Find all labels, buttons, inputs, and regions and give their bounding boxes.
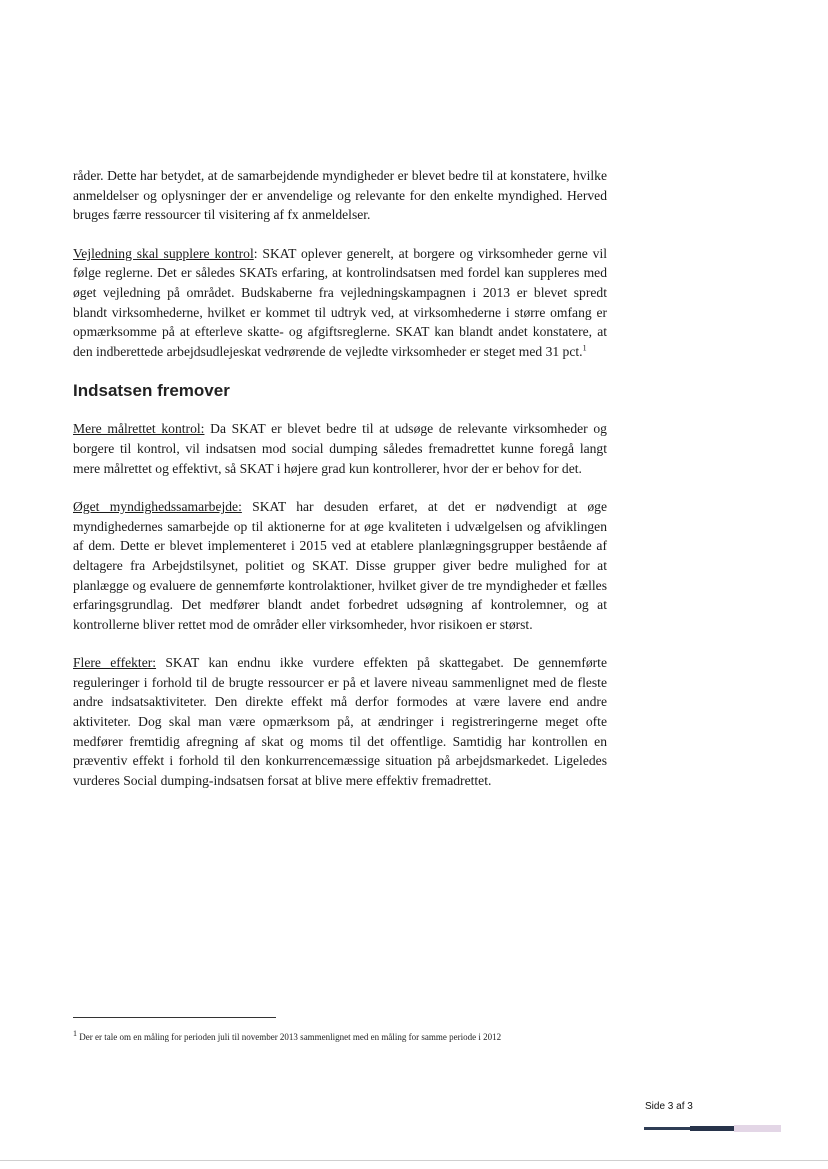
paragraph-lead: Vejledning skal supplere kontrol [73, 245, 254, 261]
paragraph-intro [73, 166, 607, 225]
footnote-mark: 1 [73, 1029, 77, 1038]
paragraph-lead: Mere målrettet kontrol: [73, 421, 205, 437]
footer-bar-light-segment [734, 1125, 781, 1132]
paragraph-body: SKAT kan endnu ikke vurdere effekten på skattegabet. De gennemførte reguleringer i forhold til de brugte ressourcer er på et lavere niveau sammenlignet med de fleste andre indsatsaktiviteter. Den direkte effekt må derfor formodes at være lavere end andre aktiviteter. Dog skal man være opmærksom på, at ændringer i registreringerne meget ofte medfører fremtidig afregning af skat og moms til det offentlige. Samtidig har kontrollen en præventiv effekt i forhold til den konkurrencemæssige situation på arbejdsmarkedet. Ligeledes vurderes Social dumping-indsatsen forsat at blive mere effektiv fremadrettet. [73, 655, 607, 788]
page-bottom-edge [0, 1160, 828, 1161]
footer-bar-dark-segment [690, 1126, 734, 1131]
paragraph-body: SKAT har desuden erfaret, at det er nødvendigt at øge myndighedernes samarbejde op til aktionerne for at øge kvaliteten i udvælgelsen og afviklingen af dem. Dette er blevet implementeret i 2015 ved at etablere planlægningsgrupper bestående af deltagere fra Arbejdstilsynet, politiet og SKAT. Disse grupper giver bedre mulighed for at planlægge og evaluere de gennemførte kontrolaktioner, hvilket giver de tre myndigheder et fælles erfaringsgrundlag. Det medfører blandt andet forbedret udsøgning af kontrolemner, og at kontrollerne bliver rettet mod de områder eller virksomheder, hvor risikoen er størst. [73, 499, 607, 632]
paragraph-lead: Øget myndighedssamarbejde: [73, 499, 242, 515]
paragraph-body: : SKAT oplever generelt, at borgere og virksomheder gerne vil følge reglerne. Det er således SKATs erfaring, at kontrolindsatsen med fordel kan suppleres med øget vejledning på området. Budskaberne fra vejledningskampagnen i 2013 er blevet spredt blandt virksomhederne, hvilket er kommet til udtryk ved, at virksomhederne i større omfang er opmærksomme på at efterleve skatte- og afgiftsreglerne. SKAT kan blandt andet konstatere, at den indberettede arbejdsudlejeskat vedrørende de vejledte virksomheder er steget med 31 pct. [73, 245, 607, 359]
paragraph-lead: Flere effekter: [73, 655, 157, 671]
footer-color-bar [644, 1125, 781, 1132]
paragraph-vejledning [73, 244, 607, 362]
footnote-text: Der er tale om en måling for perioden juli til november 2013 sammenlignet med en måling for samme periode i 2012 [79, 1032, 502, 1042]
paragraph-maalrettet [73, 419, 607, 478]
footnote [73, 1031, 607, 1043]
paragraph-effekter [73, 653, 607, 790]
paragraph-samarbejde [73, 497, 607, 634]
footnote-reference[interactable]: 1 [582, 343, 587, 353]
body-text [73, 166, 607, 809]
footnote-divider [73, 1017, 276, 1018]
paragraph-body: råder. Dette har betydet, at de samarbejdende myndigheder er blevet bedre til at konstatere, hvilke anmeldelser og oplysninger der er anvendelige og relevante for den enkelte myndighed. Herved bruges færre ressourcer til visitering af fx anmeldelser. [73, 168, 607, 223]
paragraph-body: Da SKAT er blevet bedre til at udsøge de relevante virksomheder og borgere til kontrol, vil indsatsen mod social dumping således fremadrettet kunne foregå langt mere målrettet og effektivt, så SKAT i højere grad kun kontrollerer, hvor der er behov for det. [73, 421, 607, 476]
page-number: Side 3 af 3 [645, 1101, 693, 1112]
footer-bar-dark-segment [644, 1127, 690, 1130]
section-heading: Indsatsen fremover [73, 381, 230, 401]
